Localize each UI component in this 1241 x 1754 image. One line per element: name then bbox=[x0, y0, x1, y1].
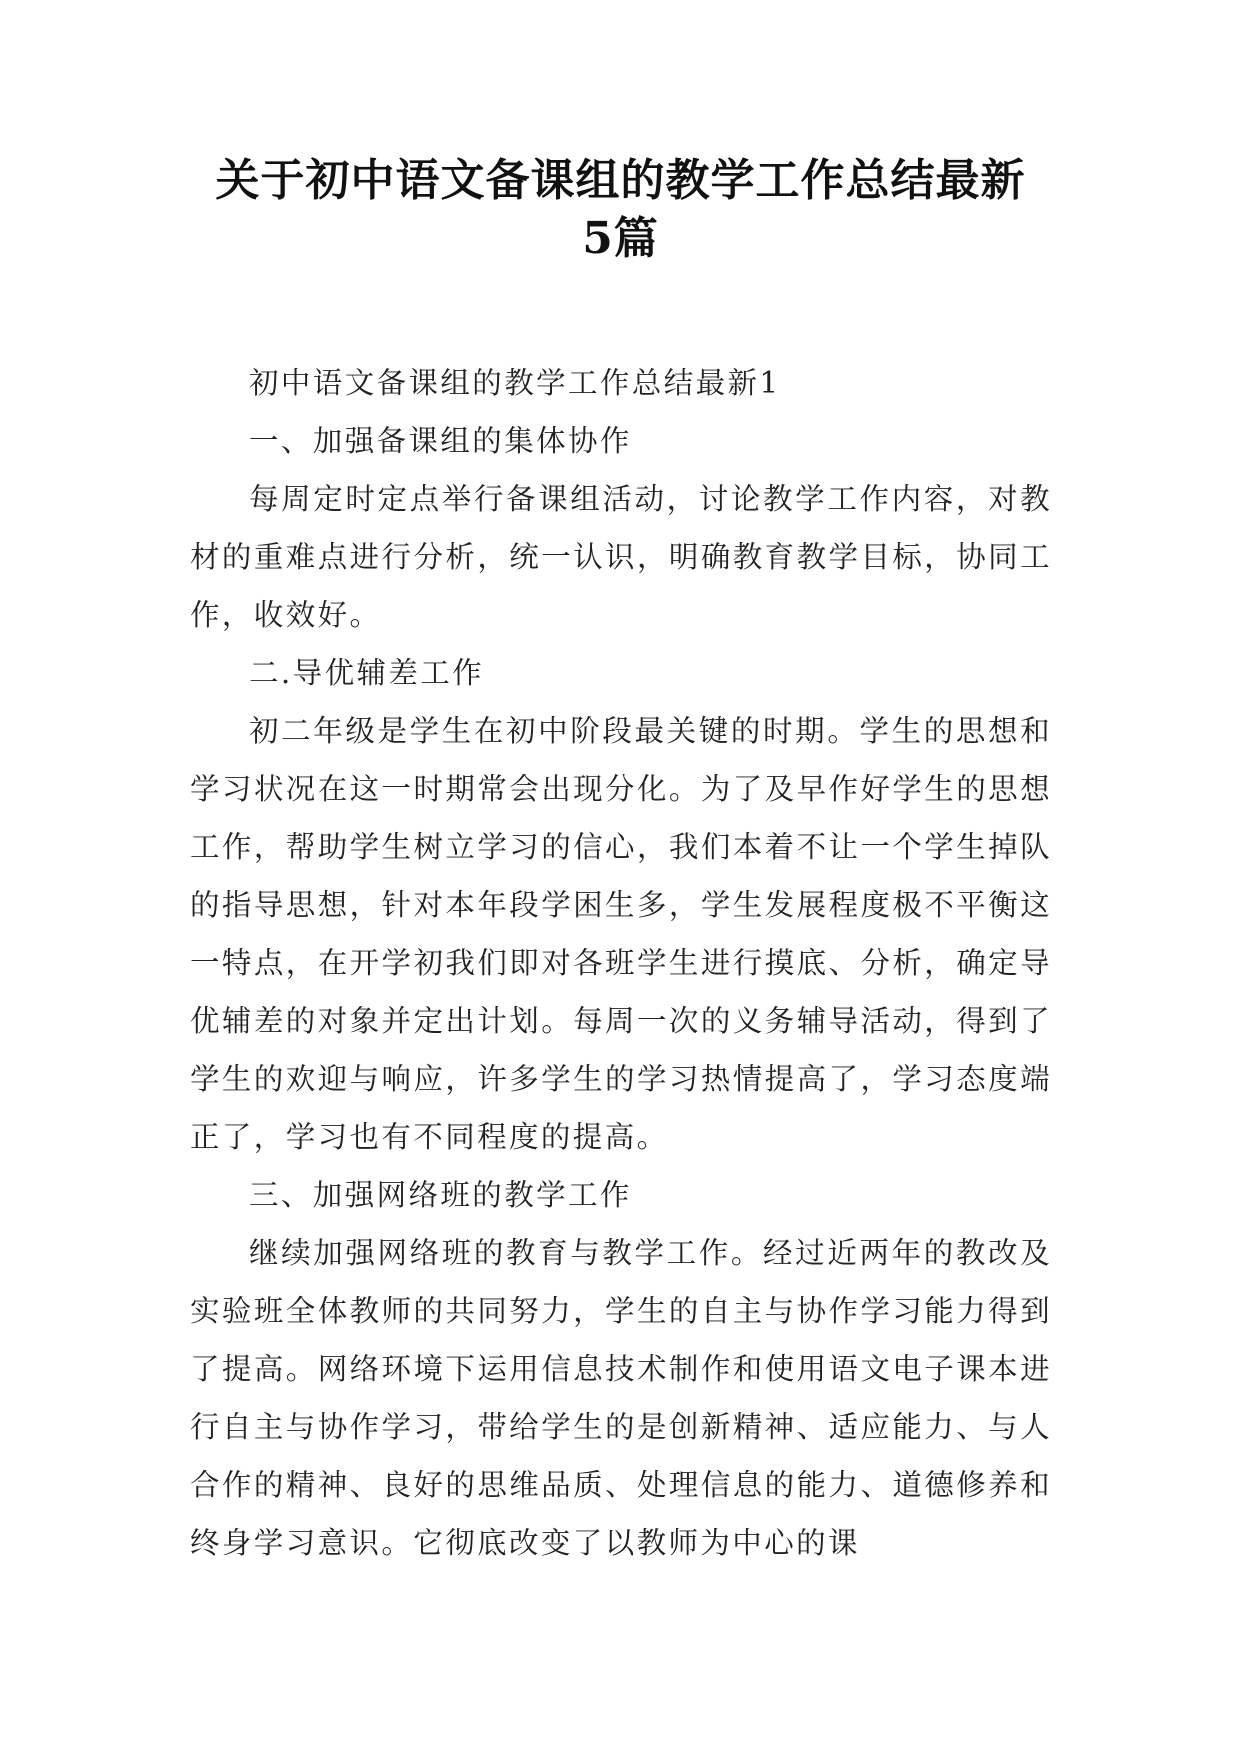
subheading: 一、加强备课组的集体协作 bbox=[249, 424, 632, 458]
subheading: 三、加强网络班的教学工作 bbox=[249, 1178, 632, 1212]
document-body bbox=[190, 354, 1052, 1572]
subheading: 二.导优辅差工作 bbox=[249, 656, 485, 690]
title-line-2: 5篇 bbox=[582, 213, 659, 264]
title-line-1: 关于初中语文备课组的教学工作总结最新 bbox=[215, 155, 1026, 206]
section-heading: 初中语文备课组的教学工作总结最新1 bbox=[249, 366, 781, 400]
document-title bbox=[0, 152, 1241, 268]
paragraph: 继续加强网络班的教育与教学工作。经过近两年的教改及实验班全体教师的共同努力，学生的自主与协作学习能力得到了提高。网络环境下运用信息技术制作和使用语文电子课本进行自主与协作学习，带给学生的是创新精神、适应能力、与人合作的精神、良好的思维品质、处理信息的能力、道德修养和终身学习意识。它彻底改变了以教师为中心的课 bbox=[190, 1236, 1052, 1560]
paragraph: 每周定时定点举行备课组活动，讨论教学工作内容，对教材的重难点进行分析，统一认识，明确教育教学目标，协同工作，收效好。 bbox=[190, 482, 1052, 632]
paragraph: 初二年级是学生在初中阶段最关键的时期。学生的思想和学习状况在这一时期常会出现分化。为了及早作好学生的思想工作，帮助学生树立学习的信心，我们本着不让一个学生掉队的指导思想，针对本年段学困生多，学生发展程度极不平衡这一特点，在开学初我们即对各班学生进行摸底、分析，确定导优辅差的对象并定出计划。每周一次的义务辅导活动，得到了学生的欢迎与响应，许多学生的学习热情提高了，学习态度端正了，学习也有不同程度的提高。 bbox=[190, 714, 1052, 1154]
